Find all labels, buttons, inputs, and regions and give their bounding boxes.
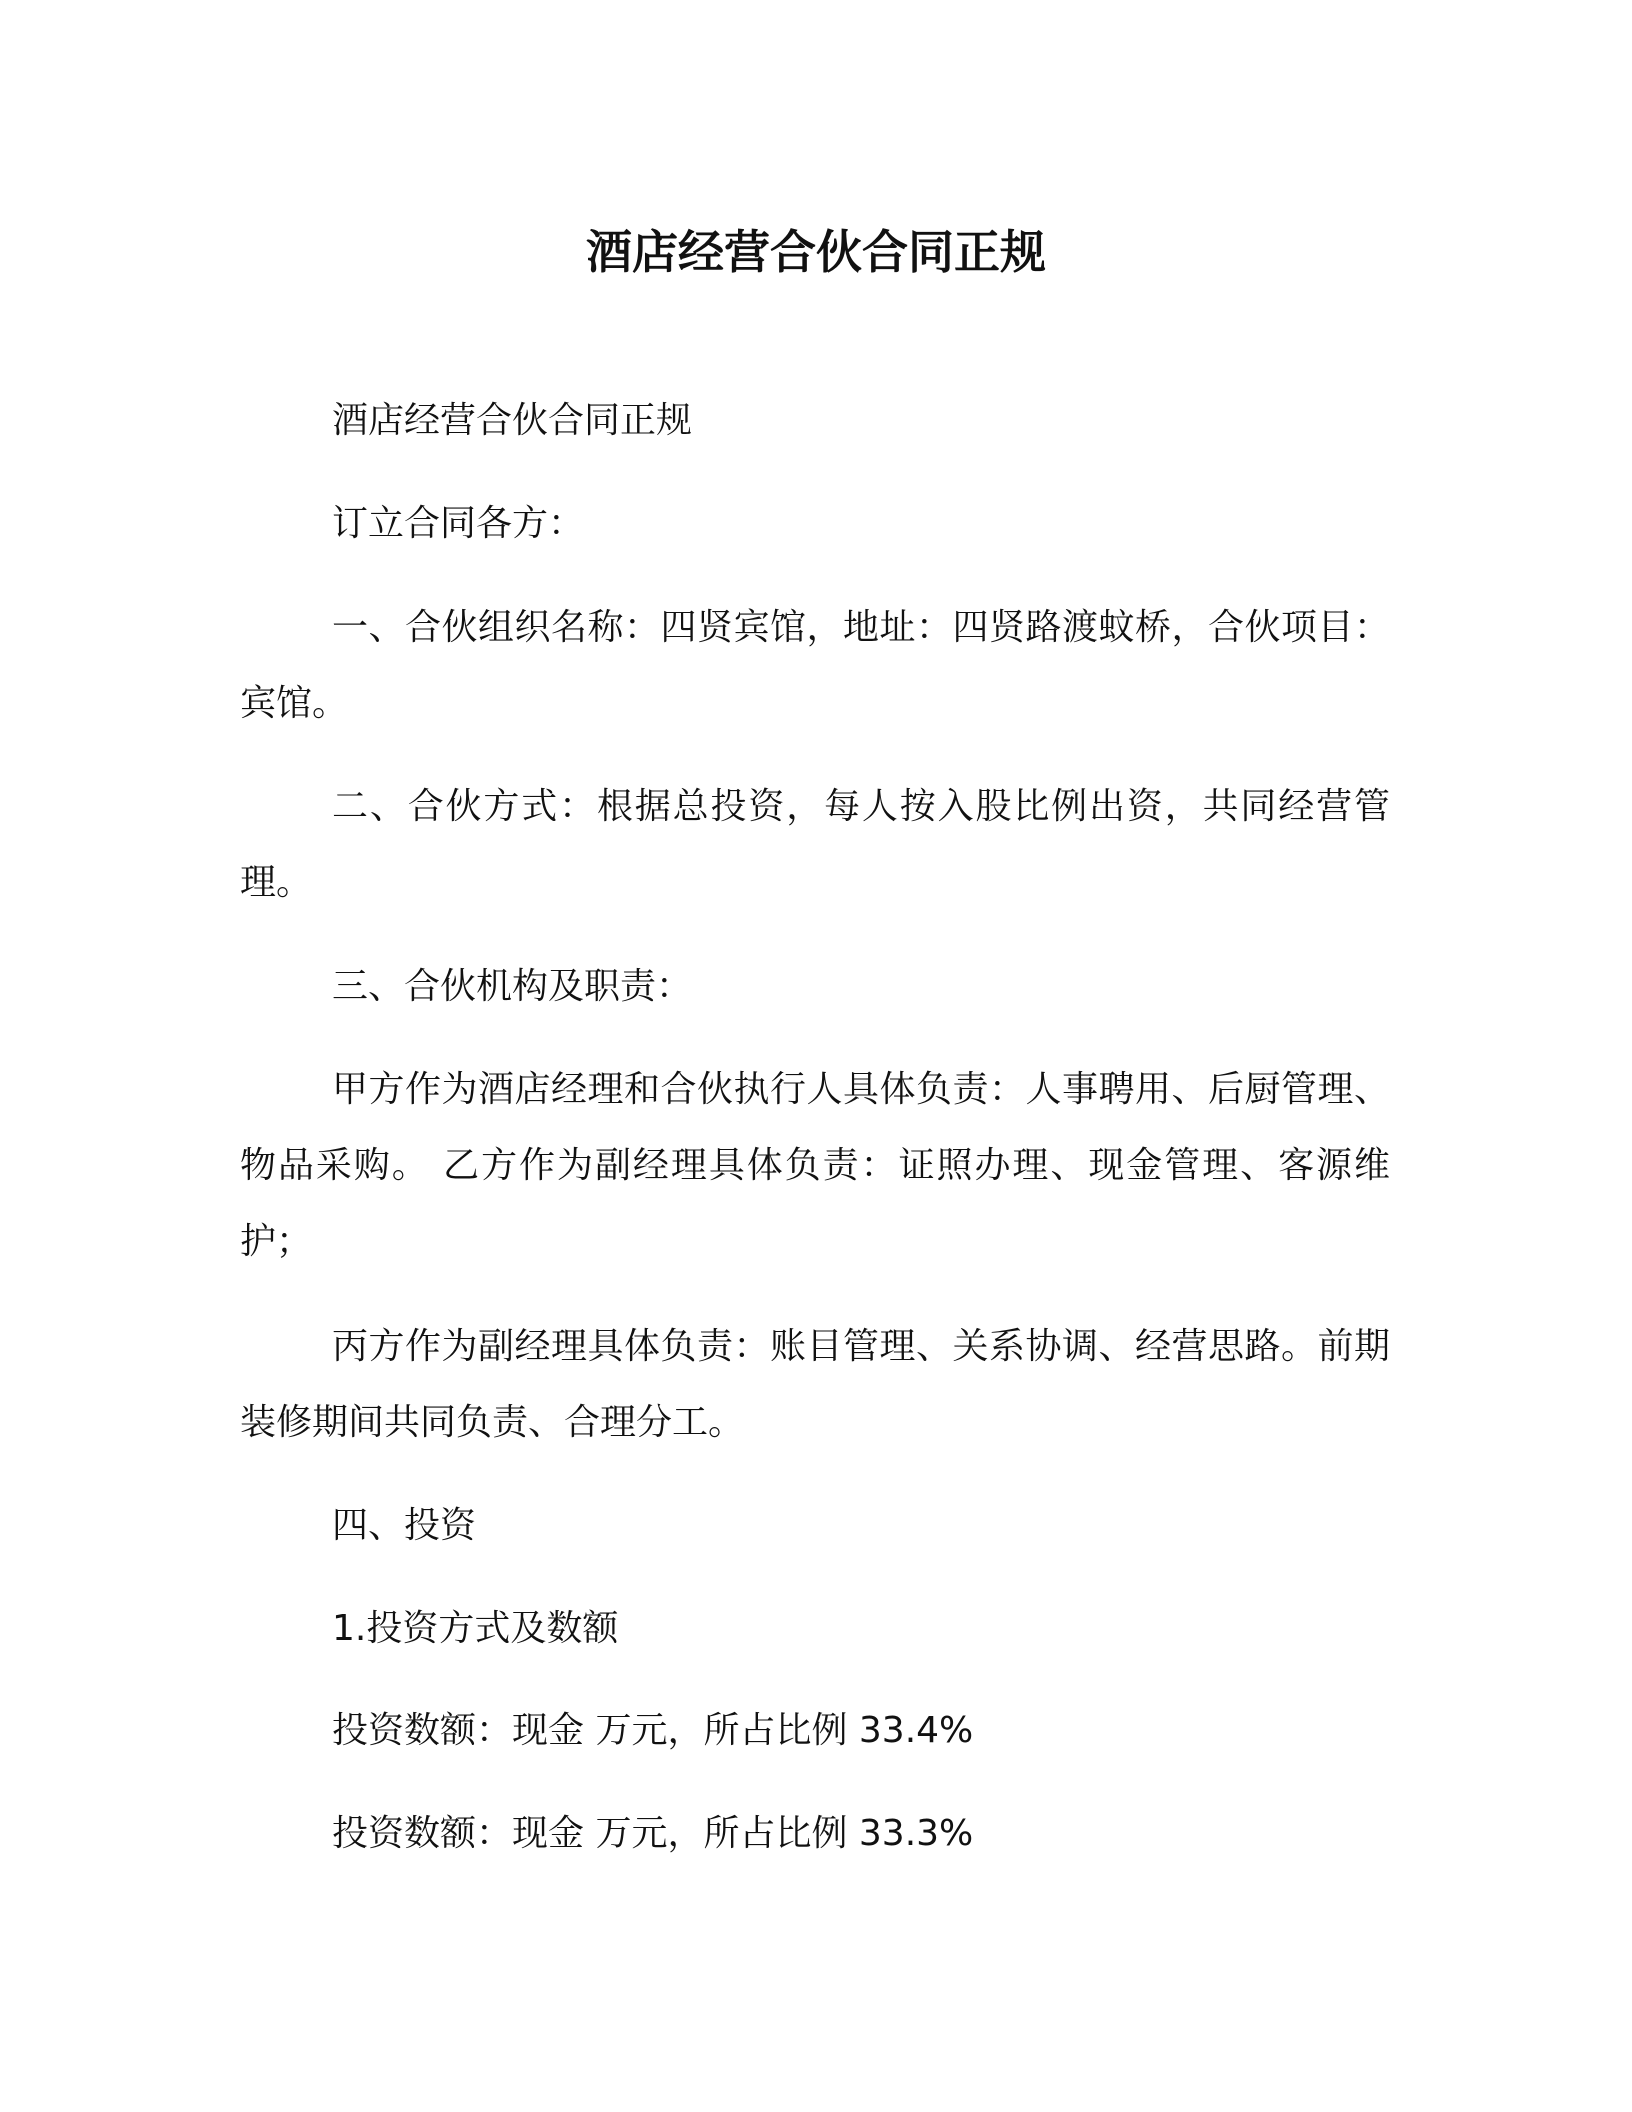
body-paragraph: 投资数额：现金 万元，所占比例 33.4% bbox=[332, 1710, 974, 1751]
body-paragraph: 投资数额：现金 万元，所占比例 33.3% bbox=[332, 1813, 974, 1854]
subsection-heading: 1.投资方式及数额 bbox=[332, 1608, 619, 1649]
body-paragraph: 订立合同各方： bbox=[332, 503, 585, 544]
body-paragraph: 酒店经营合伙合同正规 bbox=[332, 400, 693, 441]
body-paragraph: 一、合伙组织名称：四贤宾馆，地址：四贤路渡蚊桥，合伙项目：宾馆。 bbox=[240, 607, 1390, 724]
body-paragraph: 三、合伙机构及职责： bbox=[332, 966, 693, 1007]
body-paragraph: 丙方作为副经理具体负责：账目管理、关系协调、经营思路。前期装修期间共同负责、合理分工。 bbox=[240, 1326, 1390, 1443]
body-paragraph: 甲方作为酒店经理和合伙执行人具体负责：人事聘用、后厨管理、物品采购。 乙方作为副经理具体负责：证照办理、现金管理、客源维护； bbox=[240, 1069, 1390, 1262]
page-title: 酒店经营合伙合同正规 bbox=[586, 225, 1046, 279]
body-paragraph: 二、合伙方式：根据总投资，每人按入股比例出资，共同经营管理。 bbox=[240, 786, 1390, 903]
section-heading: 四、投资 bbox=[332, 1505, 477, 1546]
